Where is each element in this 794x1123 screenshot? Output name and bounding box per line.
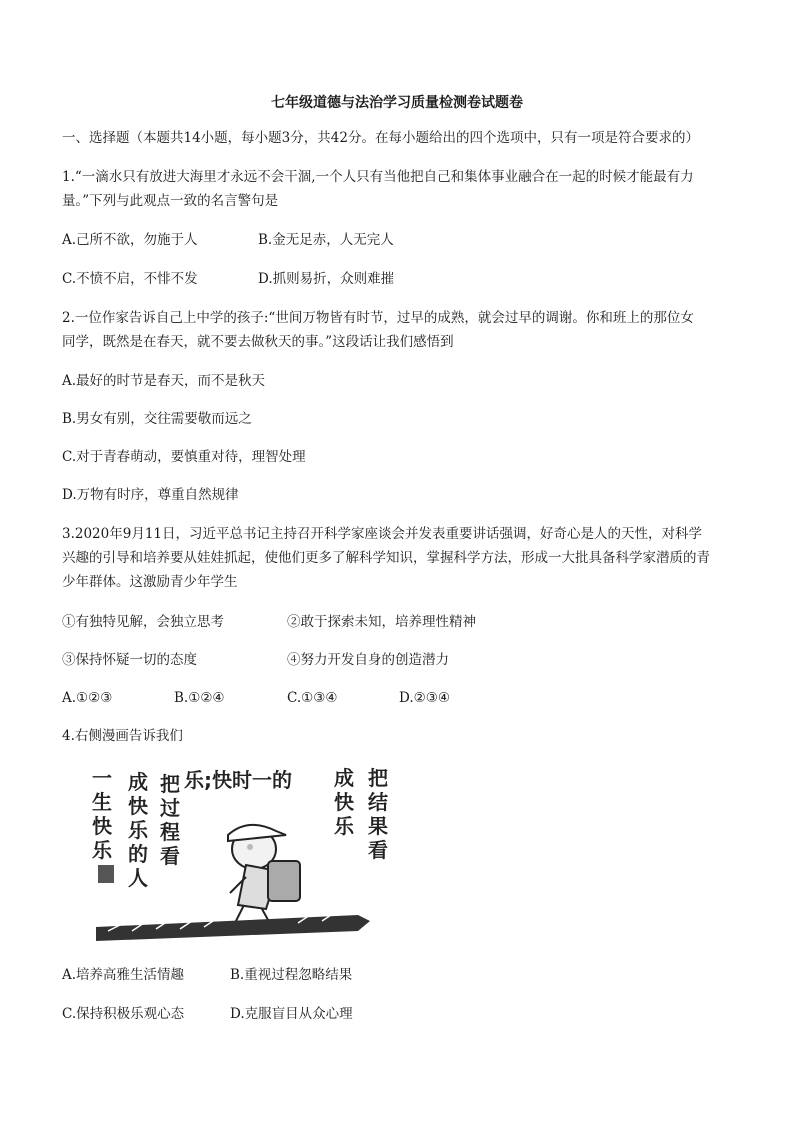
cartoon-caption-result-2: 成快乐	[334, 766, 354, 838]
q1-option-b: B.金无足赤，人无完人	[258, 232, 394, 248]
q2-stem-line2: 同学，既然是在春天，就不要去做秋天的事。”这段话让我们感悟到	[62, 334, 454, 350]
q2-stem-line1: 2.一位作家告诉自己上中学的孩子:“世间万物皆有时节，过早的成熟，就会过早的调谢。你和班上的那位女	[62, 310, 694, 326]
q3-stem-line1: 3.2020年9月11日，习近平总书记主持召开科学家座谈会并发表重要讲话强调，好奇心是人的天性，对科学	[62, 526, 703, 542]
cartoon-caption-result-1: 把结果看	[368, 766, 388, 862]
q3-option-a: A.①②③	[62, 690, 113, 706]
q1-option-a: A.己所不欲，勿施于人	[62, 232, 198, 248]
q3-option-b: B.①②④	[174, 690, 225, 706]
walking-boy-figure	[220, 825, 300, 929]
q3-item-4: ④努力开发自身的创造潜力	[287, 652, 449, 668]
q1-option-d: D.抓则易折，众则难摧	[258, 271, 395, 287]
q4-option-c: C.保持积极乐观心态	[62, 1006, 185, 1022]
seal-stamp	[98, 865, 114, 883]
q3-item-3: ③保持怀疑一切的态度	[62, 652, 197, 668]
q3-item-2: ②敢于探索未知，培养理性精神	[287, 614, 476, 630]
q2-option-c: C.对于青春萌动，要慎重对待，理智处理	[62, 449, 306, 465]
q3-option-c: C.①③④	[287, 690, 338, 706]
q1-stem-line1: 1.“一滴水只有放进大海里才永远不会干涸,一个人只有当他把自己和集体事业融合在一起的时候才能最有力	[62, 169, 694, 185]
q2-option-a: A.最好的时节是春天，而不是秋天	[62, 373, 266, 389]
q1-option-c: C.不愤不启，不悱不发	[62, 271, 198, 287]
q3-stem-line2: 兴趣的引导和培养要从娃娃抓起，使他们更多了解科学知识，掌握科学方法，形成一大批具备科学家潜质的青	[62, 550, 710, 566]
q3-item-1: ①有独特见解，会独立思考	[62, 614, 224, 630]
q2-option-b: B.男女有别，交往需要敬而远之	[62, 411, 252, 427]
q2-option-d: D.万物有时序，尊重自然规律	[62, 487, 239, 503]
q4-option-d: D.克服盲目从众心理	[230, 1006, 353, 1022]
cartoon-caption-process-2: 成快乐的人	[128, 770, 148, 890]
page-title: 七年级道德与法治学习质量检测卷试题卷	[271, 95, 523, 111]
q4-stem: 4.右侧漫画告诉我们	[62, 728, 183, 744]
q1-stem-line2: 量。”下列与此观点一致的名言警句是	[62, 193, 279, 209]
cartoon-caption-process-1: 把过程看	[160, 772, 180, 868]
q3-option-d: D.②③④	[399, 690, 450, 706]
cartoon-caption-lifetime: 一生快乐	[92, 766, 112, 862]
cartoon-image	[88, 765, 388, 945]
q3-stem-line3: 少年群体。这激励青少年学生	[62, 574, 238, 590]
arrow-path	[96, 913, 370, 941]
q4-option-b: B.重视过程忽略结果	[230, 967, 353, 983]
q4-option-a: A.培养高雅生活情趣	[62, 967, 185, 983]
section-heading: 一、选择题（本题共14小题，每小题3分，共42分。在每小题给出的四个选项中，只有一项是符合要求的）	[62, 130, 699, 146]
cartoon-caption-top: 乐;快时一的	[184, 768, 292, 792]
